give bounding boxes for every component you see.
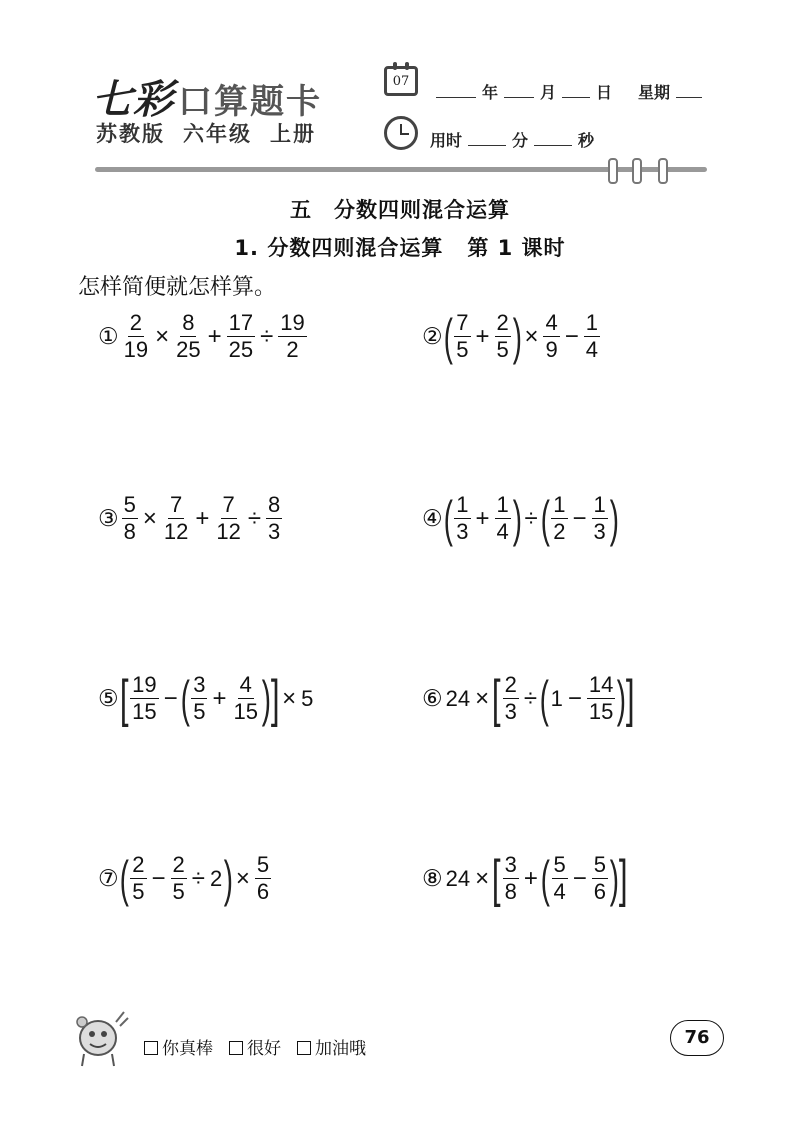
problem-label: ①: [98, 323, 119, 349]
fraction: $\frac{2}{3}$: [504, 672, 517, 724]
problem-6: [422, 669, 635, 728]
calendar-icon: [384, 66, 418, 96]
lesson-number: 1.: [234, 236, 260, 260]
lesson-title: [0, 232, 800, 262]
seconds-label: 秒: [578, 131, 595, 150]
left-paren: (: [540, 490, 550, 547]
problem-label: ③: [98, 505, 119, 531]
problem-label: ④: [422, 505, 443, 531]
fraction: $\frac{1}{4}$: [496, 492, 509, 544]
left-bracket: [: [492, 849, 501, 908]
problem-label: ②: [422, 323, 443, 349]
weekday-blank[interactable]: [676, 83, 702, 98]
edition-volume: 上册: [270, 122, 316, 146]
fraction: $\frac{4}{15}$: [233, 672, 258, 724]
year-blank[interactable]: [436, 83, 476, 98]
operator: ÷: [524, 504, 538, 532]
fraction: $\frac{1}{3}$: [593, 492, 606, 544]
rating-option-great[interactable]: 你真棒: [144, 1034, 213, 1059]
operator: ÷: [247, 504, 262, 532]
clock-icon: [384, 116, 418, 150]
problem-label: ⑥: [422, 685, 443, 711]
seconds-blank[interactable]: [534, 131, 572, 146]
problem-label: ⑤: [98, 685, 119, 711]
checkbox-icon[interactable]: [297, 1041, 311, 1055]
right-paren: ): [609, 490, 619, 547]
operator: −: [163, 684, 178, 712]
brand-art-text: 七彩: [92, 76, 174, 123]
operator: ÷: [191, 864, 205, 892]
operator: ÷: [260, 322, 274, 350]
operator: ×: [282, 684, 297, 712]
rating-option-keep-going[interactable]: 加油哦: [297, 1034, 366, 1059]
fraction: $\frac{19}{15}$: [132, 672, 157, 724]
edition-publisher: 苏教版: [96, 122, 165, 146]
fraction: $\frac{7}{5}$: [456, 310, 469, 362]
whole-number: 24: [445, 865, 471, 891]
left-paren: (: [180, 670, 190, 727]
right-paren: ): [512, 490, 522, 547]
problem-3: [98, 492, 284, 545]
fraction: $\frac{4}{9}$: [545, 310, 558, 362]
page-number: 76: [670, 1020, 724, 1056]
binder-ring-icon: [658, 158, 668, 184]
operator: +: [207, 322, 222, 350]
right-paren: ): [223, 850, 234, 907]
fraction: $\frac{1}{3}$: [456, 492, 469, 544]
problem-label: ⑧: [422, 865, 443, 891]
operator: +: [212, 684, 227, 712]
left-paren: (: [539, 670, 549, 727]
self-rating: [144, 1034, 366, 1059]
operator: ×: [155, 322, 170, 350]
right-bracket: ]: [618, 849, 628, 908]
whole-number: 1: [550, 685, 563, 711]
right-paren: ): [261, 670, 271, 727]
operator: ×: [142, 504, 157, 532]
problem-label: ⑦: [98, 865, 119, 891]
fraction: $\frac{5}{4}$: [553, 852, 566, 904]
operator: ×: [524, 322, 539, 350]
operator: ÷: [523, 684, 537, 712]
operator: +: [195, 504, 210, 532]
whole-number: 2: [209, 865, 223, 891]
time-fill-line: [430, 128, 594, 151]
operator: −: [572, 504, 587, 532]
problem-8: [422, 849, 628, 908]
right-bracket: ]: [625, 669, 635, 728]
fraction: $\frac{17}{25}$: [228, 310, 254, 362]
edition-line: [96, 118, 316, 148]
instruction-text: 怎样简便就怎样算。: [78, 275, 277, 300]
right-paren: ): [512, 308, 522, 365]
time-used-label: 用时: [430, 131, 463, 150]
year-label: 年: [482, 83, 499, 102]
chapter-title: [0, 194, 800, 224]
brand-title: 口算题卡: [178, 82, 322, 122]
fraction: $\frac{7}{12}$: [216, 492, 241, 544]
left-paren: (: [540, 850, 550, 907]
day-label: 日: [596, 83, 613, 102]
fraction: $\frac{14}{15}$: [588, 672, 614, 724]
fraction: $\frac{3}{5}$: [193, 672, 206, 724]
fraction: $\frac{2}{19}$: [123, 310, 149, 362]
operator: −: [572, 864, 587, 892]
checkbox-icon[interactable]: [229, 1041, 243, 1055]
right-paren: ): [609, 850, 619, 907]
fraction: $\frac{19}{2}$: [280, 310, 305, 362]
fraction: $\frac{5}{6}$: [593, 852, 607, 904]
weekday-label: 星期: [638, 83, 671, 102]
fraction: $\frac{2}{5}$: [132, 852, 145, 904]
right-bracket: ]: [270, 669, 280, 728]
edition-grade: 六年级: [183, 122, 252, 146]
operator: ×: [235, 864, 250, 892]
checkbox-icon[interactable]: [144, 1041, 158, 1055]
chapter-number: 五: [290, 198, 312, 222]
mascot-icon: [72, 1008, 130, 1068]
fraction: $\frac{3}{8}$: [504, 852, 517, 904]
minutes-label: 分: [512, 131, 529, 150]
fraction: $\frac{5}{6}$: [256, 852, 270, 904]
month-blank[interactable]: [504, 83, 534, 98]
fraction: $\frac{2}{5}$: [496, 310, 509, 362]
fraction: $\frac{8}{25}$: [176, 310, 201, 362]
left-bracket: [: [119, 669, 129, 728]
problem-2: [422, 310, 602, 363]
day-blank[interactable]: [562, 83, 590, 98]
operator: +: [475, 322, 490, 350]
right-paren: ): [617, 670, 627, 727]
whole-number: 24: [445, 685, 471, 711]
binder-ring-icon: [608, 158, 618, 184]
problem-1: [98, 310, 309, 363]
brand-logo: [92, 68, 322, 125]
problem-4: [422, 492, 618, 545]
operator: +: [475, 504, 490, 532]
fraction: $\frac{5}{8}$: [123, 492, 136, 544]
minutes-blank[interactable]: [468, 131, 506, 146]
fraction: $\frac{2}{5}$: [172, 852, 185, 904]
calendar-number: 07: [392, 74, 410, 89]
operator: ×: [475, 684, 490, 712]
problem-5: [98, 669, 315, 728]
rating-option-good[interactable]: 很好: [229, 1034, 281, 1059]
month-label: 月: [540, 83, 557, 102]
operator: +: [523, 864, 538, 892]
left-paren: (: [443, 490, 453, 547]
operator: ×: [475, 864, 490, 892]
operator: −: [564, 322, 579, 350]
whole-number: 5: [301, 685, 314, 711]
problem-7: [98, 852, 273, 905]
lesson-period: 第 1 课时: [467, 236, 566, 260]
fraction: $\frac{1}{2}$: [553, 492, 566, 544]
left-paren: (: [119, 850, 129, 907]
fraction: $\frac{8}{3}$: [268, 492, 281, 544]
left-paren: (: [443, 308, 453, 365]
operator: −: [151, 864, 166, 892]
fraction: $\frac{1}{4}$: [585, 310, 598, 362]
fraction: $\frac{7}{12}$: [163, 492, 189, 544]
operator: −: [567, 684, 582, 712]
binder-ring-icon: [632, 158, 642, 184]
lesson-name: 分数四则混合运算: [267, 236, 444, 260]
left-bracket: [: [492, 669, 501, 728]
chapter-name: 分数四则混合运算: [334, 198, 510, 222]
date-fill-line: [430, 80, 708, 103]
